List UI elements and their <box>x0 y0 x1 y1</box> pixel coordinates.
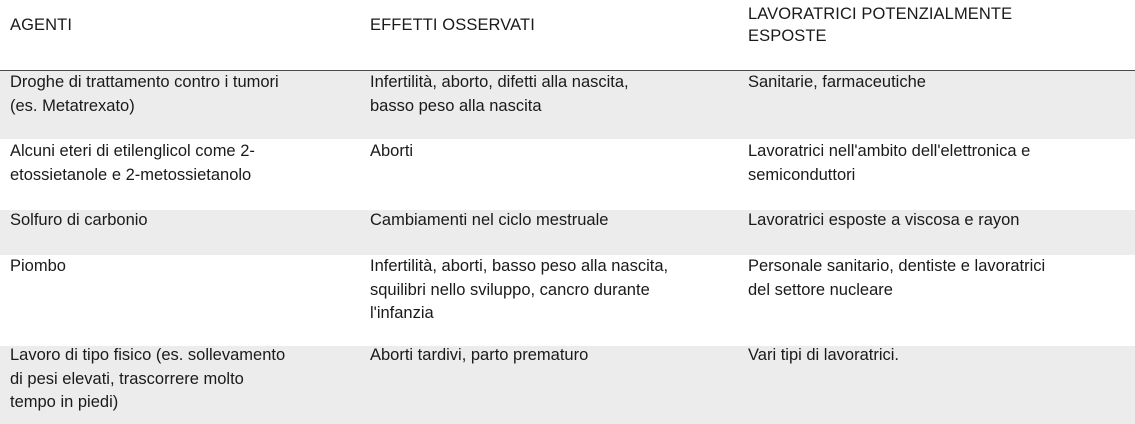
cell-effects: Aborti tardivi, parto prematuro <box>370 346 589 364</box>
cell-agent: Lavoro di tipo fisico (es. sollevamento di pesi elevati, trascorrere molto tempo in piedi) <box>10 346 286 411</box>
table-row <box>0 346 1135 424</box>
cell-effects: Cambiamenti nel ciclo mestruale <box>370 211 609 229</box>
cell-workers: Sanitarie, farmaceutiche <box>748 73 926 91</box>
cell-workers: Personale sanitario, dentiste e lavoratrici del settore nucleare <box>748 257 1046 299</box>
table-row <box>0 210 1135 255</box>
cell-effects: Infertilità, aborto, difetti alla nascita, basso peso alla nascita <box>370 73 629 115</box>
header-workers: LAVORATRICI POTENZIALMENTE ESPOSTE <box>748 5 1013 45</box>
header-agents: AGENTI <box>10 16 73 34</box>
cell-agent: Solfuro di carbonio <box>10 211 148 229</box>
table-row <box>0 139 1135 210</box>
header-effects: EFFETTI OSSERVATI <box>370 16 535 34</box>
table-header <box>0 0 1135 71</box>
cell-agent: Droghe di trattamento contro i tumori (es. Metatrexato) <box>10 73 279 115</box>
cell-workers: Vari tipi di lavoratrici. <box>748 346 899 364</box>
table-row <box>0 255 1135 346</box>
cell-effects: Aborti <box>370 142 414 160</box>
cell-agent: Piombo <box>10 257 66 275</box>
cell-agent: Alcuni eteri di etilenglicol come 2- etossietanole e 2-metossietanolo <box>10 142 255 184</box>
table-row <box>0 71 1135 139</box>
cell-effects: Infertilità, aborti, basso peso alla nascita, squilibri nello sviluppo, cancro durante l'infanzia <box>370 257 669 322</box>
cell-workers: Lavoratrici nell'ambito dell'elettronica e semiconduttori <box>748 142 1031 184</box>
cell-workers: Lavoratrici esposte a viscosa e rayon <box>748 211 1020 229</box>
